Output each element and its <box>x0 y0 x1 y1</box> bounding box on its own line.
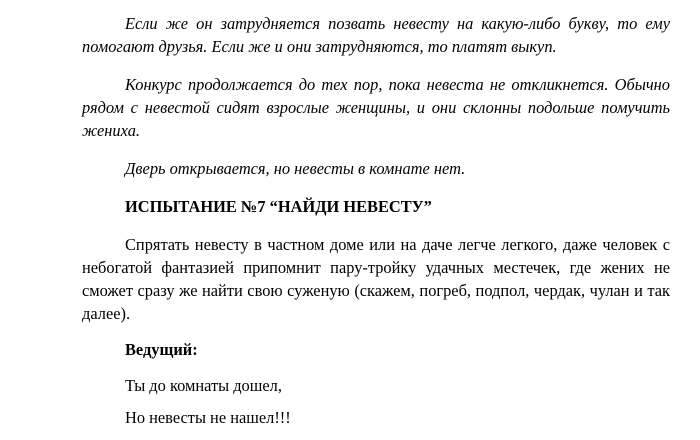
paragraph-contest-continues: Конкурс продолжается до тех пор, пока невеста не откликнется. Обычно рядом с невестой сидят взрослые женщины, и они склонны подольше помучить жениха. <box>82 75 670 140</box>
section-heading: ИСПЫТАНИЕ №7 “НАЙДИ НЕВЕСТУ” <box>125 197 432 216</box>
paragraph-door-opens: Дверь открывается, но невесты в комнате нет. <box>125 159 466 178</box>
verse-line-2: Но невесты не нашел!!! <box>125 408 291 427</box>
paragraph-hide-bride: Спрятать невесту в частном доме или на даче легче легкого, даже человек с небогатой фантазией припомнит пару-тройку удачных местечек, где жених не сможет сразу же найти свою суженую (скажем, погреб, подпол, чердак, чулан и так далее). <box>82 235 670 323</box>
paragraph-help-from-friends: Если же он затрудняется позвать невесту на какую-либо букву, то ему помогают друзья. Если же и они затрудняются, то платят выкуп. <box>82 14 670 56</box>
speaker-label: Ведущий: <box>125 340 198 359</box>
verse-line-1: Ты до комнаты дошел, <box>125 376 282 395</box>
